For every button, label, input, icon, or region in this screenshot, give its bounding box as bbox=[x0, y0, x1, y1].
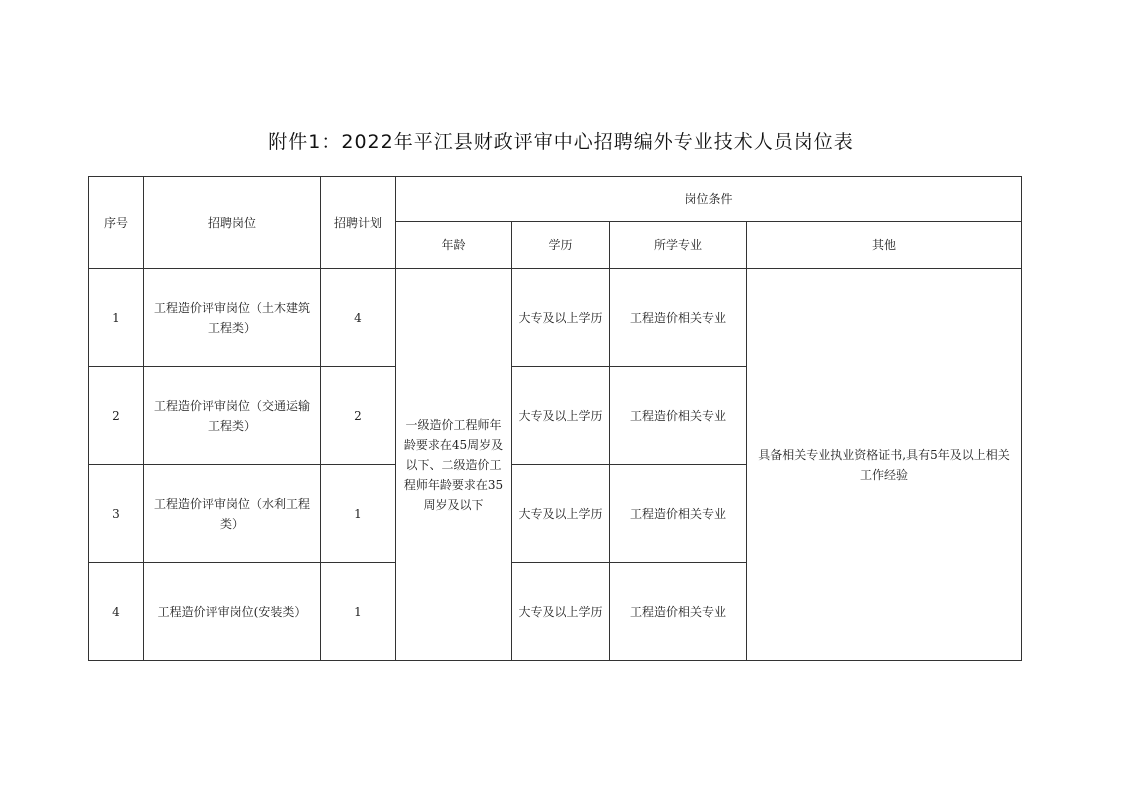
seq-cell: 1 bbox=[89, 269, 144, 367]
seq-cell: 4 bbox=[89, 563, 144, 661]
post-cell: 工程造价评审岗位（土木建筑工程类） bbox=[144, 269, 321, 367]
header-post: 招聘岗位 bbox=[144, 177, 321, 269]
education-cell: 大专及以上学历 bbox=[512, 465, 610, 563]
header-education: 学历 bbox=[512, 222, 610, 269]
plan-cell: 2 bbox=[321, 367, 396, 465]
header-row-1 bbox=[89, 177, 1022, 222]
other-requirement-cell: 具备相关专业执业资格证书,具有5年及以上相关工作经验 bbox=[747, 269, 1022, 661]
major-cell: 工程造价相关专业 bbox=[610, 367, 747, 465]
education-cell: 大专及以上学历 bbox=[512, 367, 610, 465]
header-plan: 招聘计划 bbox=[321, 177, 396, 269]
post-cell: 工程造价评审岗位（水利工程类） bbox=[144, 465, 321, 563]
header-seq: 序号 bbox=[89, 177, 144, 269]
plan-cell: 1 bbox=[321, 465, 396, 563]
major-cell: 工程造价相关专业 bbox=[610, 465, 747, 563]
seq-cell: 2 bbox=[89, 367, 144, 465]
education-cell: 大专及以上学历 bbox=[512, 269, 610, 367]
major-cell: 工程造价相关专业 bbox=[610, 563, 747, 661]
seq-cell: 3 bbox=[89, 465, 144, 563]
header-conditions: 岗位条件 bbox=[396, 177, 1022, 222]
table-row bbox=[89, 269, 1022, 367]
age-requirement-cell: 一级造价工程师年龄要求在45周岁及以下、二级造价工程师年龄要求在35周岁及以下 bbox=[396, 269, 512, 661]
education-cell: 大专及以上学历 bbox=[512, 563, 610, 661]
header-other: 其他 bbox=[747, 222, 1022, 269]
post-cell: 工程造价评审岗位（交通运输工程类） bbox=[144, 367, 321, 465]
major-cell: 工程造价相关专业 bbox=[610, 269, 747, 367]
plan-cell: 4 bbox=[321, 269, 396, 367]
plan-cell: 1 bbox=[321, 563, 396, 661]
document-title: 附件1：2022年平江县财政评审中心招聘编外专业技术人员岗位表 bbox=[268, 131, 854, 153]
header-age: 年龄 bbox=[396, 222, 512, 269]
header-major: 所学专业 bbox=[610, 222, 747, 269]
post-cell: 工程造价评审岗位(安装类） bbox=[144, 563, 321, 661]
positions-table bbox=[88, 176, 1022, 661]
